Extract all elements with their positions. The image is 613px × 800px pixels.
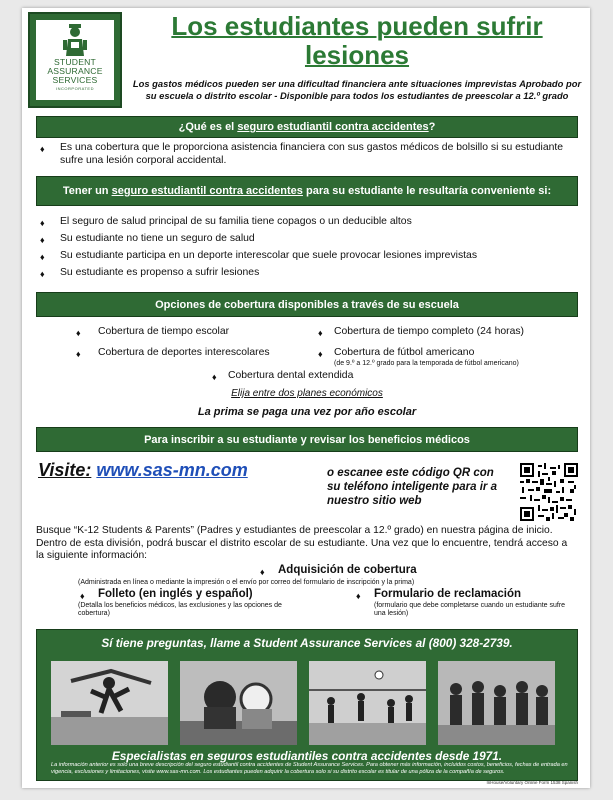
convenient-item: El seguro de salud principal de su familia tiene copagos o un deducible altos [60,216,412,227]
heading-link-text: seguro estudiantil contra accidentes [111,185,303,197]
bullet-icon: ♦ [40,144,45,154]
mascot-icon [60,22,90,58]
page-title: Los estudiantes pueden sufrir lesiones [171,11,543,70]
heading-text: ? [428,121,436,133]
bullet-icon: ♦ [80,591,85,601]
logo-text-student: STUDENT [54,57,96,67]
info-item-brochure-note: (Detalla los beneficios médicos, las exclusiones y las opciones de cobertura) [78,602,282,617]
info-item-purchase-note: (Administrada en línea o mediante la impresión o el envío por correo del formulario de inscripción y la prima) [78,579,415,586]
students-photo [438,661,555,745]
bullet-icon: ♦ [260,567,265,577]
bullet-icon: ♦ [40,218,45,228]
choose-plans-text: Elija entre dos planes económicos [231,388,383,399]
bullet-icon: ♦ [318,328,323,338]
website-link[interactable]: www.sas-mn.com [96,460,248,480]
qr-code-icon[interactable] [520,463,578,521]
convenient-item: Su estudiante participa en un deporte interescolar que suele provocar lesiones imprevistas [60,250,478,261]
heading-text: para su estudiante le resultaría conveniente si: [302,185,552,197]
bullet-icon: ♦ [40,235,45,245]
coverage-option-sports: Cobertura de deportes interescolares [98,347,270,358]
what-is-text: Es una cobertura que le proporciona asistencia financiera con sus gastos médicos de bolsillo si su estudiante sufre una lesión corporal accidental. [60,142,564,166]
coverage-option-football: Cobertura de fútbol americano [334,347,475,358]
flyer-page [22,8,590,788]
heading-text: Tener un [62,185,112,197]
bullet-icon: ♦ [212,372,217,382]
heading-link-text: seguro estudiantil contra accidentes [237,121,429,133]
convenient-item: Su estudiante es propenso a sufrir lesiones [60,267,260,278]
specialists-text: Especialistas en seguros estudiantiles contra accidentes desde 1971. [111,749,503,763]
bullet-icon: ♦ [356,591,361,601]
gymnastics-photo [51,661,168,745]
football-note: (de 9.º a 12.º grado para la temporada de fútbol americano) [334,360,519,367]
coverage-option-school-time: Cobertura de tiempo escolar [98,326,230,337]
footer-panel [36,629,578,781]
info-item-claim-form: Formulario de reclamación [374,588,521,600]
visit-label: Visite: [38,460,92,480]
section-convenient-heading [36,176,578,206]
company-logo [28,12,122,108]
premium-text: La prima se paga una vez por año escolar [197,406,417,418]
convenient-item: Su estudiante no tiene un seguro de salud [60,233,255,244]
section-what-is-heading [36,116,578,138]
heading-text: ¿Qué es el [178,121,235,133]
visit-line [38,460,248,481]
page-subtitle: Los gastos médicos pueden ser una dificultad financiera ante situaciones imprevistas Aprobado por su escuela o distrito escolar - Disponible para todos los estudiantes de preescolar a 12.º grado [132,78,582,101]
photo-strip [51,661,555,745]
logo-text-assurance: ASSURANCE [47,66,103,76]
logo-text-incorporated: INCORPORATED [56,86,94,91]
bullet-icon: ♦ [76,328,81,338]
coverage-option-24-hour: Cobertura de tiempo completo (24 horas) [334,326,525,337]
bullet-icon: ♦ [76,349,81,359]
questions-text: Sí tiene preguntas, llame a Student Assurance Services al (800) 328-2739. [101,636,513,650]
volleyball-photo [309,661,426,745]
logo-text-services: SERVICES [52,75,98,85]
football-photo [180,661,297,745]
bullet-icon: ♦ [318,349,323,359]
qr-instructions: o escanee este código QR con su teléfono inteligente para ir a nuestro sitio web [327,467,497,507]
bullet-icon: ♦ [40,252,45,262]
info-item-purchase: Adquisición de cobertura [278,564,417,576]
disclaimer-text: La información anterior es solo una breve descripción del seguro estudiantil contra accidentes de Student Assurance Services. Para obtener más información, incluidos costos, beneficios, fechas de entrada en vigencia, exclusiones y limitaciones, visite www.sas-mn.com. Los estudiantes pueden adquirir la cobertura solo si su distrito escolar es titular de una póliza de la compañía de seguros. [51,762,568,775]
enroll-instructions: Busque “K-12 Students & Parents” (Padres y estudiantes de preescolar a 12.º grado) en nuestra página de inicio. Dentro de esta división, podrá buscar el distrito escolar de su estudiante. Una vez que lo encuentre, tendrá acceso a la siguiente información: [36,525,568,561]
section-coverage-heading: Opciones de cobertura disponibles a través de su escuela [36,292,578,317]
bullet-icon: ♦ [40,269,45,279]
form-id: InHouse/Voluntary Online Form 1538 Spanish [486,780,578,785]
info-item-claim-note: (formulario que debe completarse cuando un estudiante sufre una lesión) [374,602,566,617]
info-item-brochure: Folleto (en inglés y español) [98,588,253,600]
section-enroll-heading: Para inscribir a su estudiante y revisar los beneficios médicos [36,427,578,452]
coverage-option-dental: Cobertura dental extendida [228,370,354,381]
